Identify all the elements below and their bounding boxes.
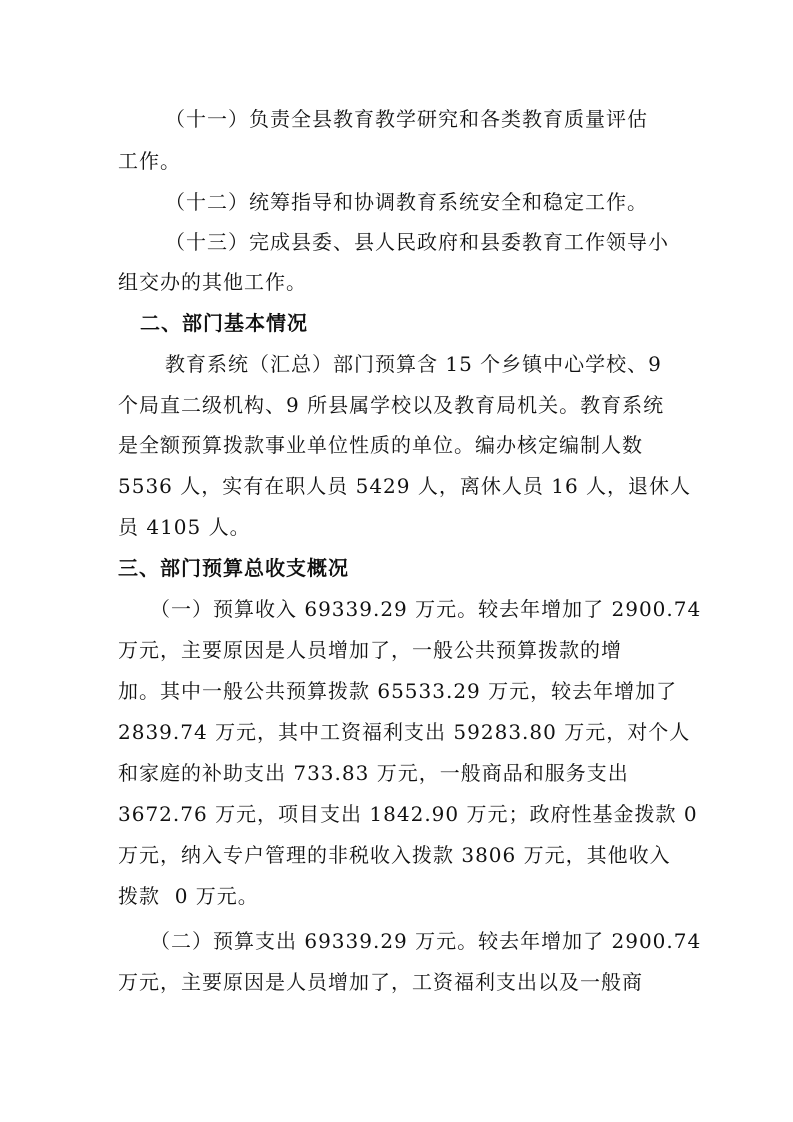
paragraph-line: （一）预算收入 69339.29 万元。较去年增加了 2900.74 (150, 597, 702, 621)
paragraph-line: 个局直二级机构、9 所县属学校以及教育局机关。教育系统 (118, 393, 665, 417)
paragraph-line: 拨款 0 万元。 (118, 884, 259, 908)
paragraph-line: （十一）负责全县教育教学研究和各类教育质量评估 (165, 107, 648, 131)
paragraph-line: 组交办的其他工作。 (118, 270, 307, 294)
section-heading: 二、部门基本情况 (140, 311, 308, 335)
paragraph-line: 员 4105 人。 (118, 515, 251, 539)
paragraph-line: （二）预算支出 69339.29 万元。较去年增加了 2900.74 (150, 929, 702, 953)
paragraph-line: 加。其中一般公共预算拨款 65533.29 万元，较去年增加了 (118, 679, 678, 703)
section-heading: 三、部门预算总收支概况 (118, 556, 349, 580)
paragraph-line: 万元，纳入专户管理的非税收入拨款 3806 万元，其他收入 (118, 843, 671, 867)
paragraph-line: （十二）统筹指导和协调教育系统安全和稳定工作。 (165, 190, 648, 214)
paragraph-line: 是全额预算拨款事业单位性质的单位。编办核定编制人数 (118, 433, 643, 457)
paragraph-line: 万元，主要原因是人员增加了，工资福利支出以及一般商 (118, 970, 643, 994)
paragraph-line: 5536 人，实有在职人员 5429 人，离休人员 16 人，退休人 (118, 474, 692, 498)
paragraph-line: 3672.76 万元，项目支出 1842.90 万元；政府性基金拨款 0 (118, 802, 698, 826)
paragraph-line: 和家庭的补助支出 733.83 万元，一般商品和服务支出 (118, 761, 629, 785)
paragraph-line: 工作。 (118, 149, 181, 173)
paragraph-line: 2839.74 万元，其中工资福利支出 59283.80 万元，对个人 (118, 720, 691, 744)
paragraph-line: （十三）完成县委、县人民政府和县委教育工作领导小 (165, 230, 669, 254)
paragraph-line: 教育系统（汇总）部门预算含 15 个乡镇中心学校、9 (165, 352, 662, 376)
paragraph-line: 万元，主要原因是人员增加了，一般公共预算拨款的增 (118, 638, 622, 662)
